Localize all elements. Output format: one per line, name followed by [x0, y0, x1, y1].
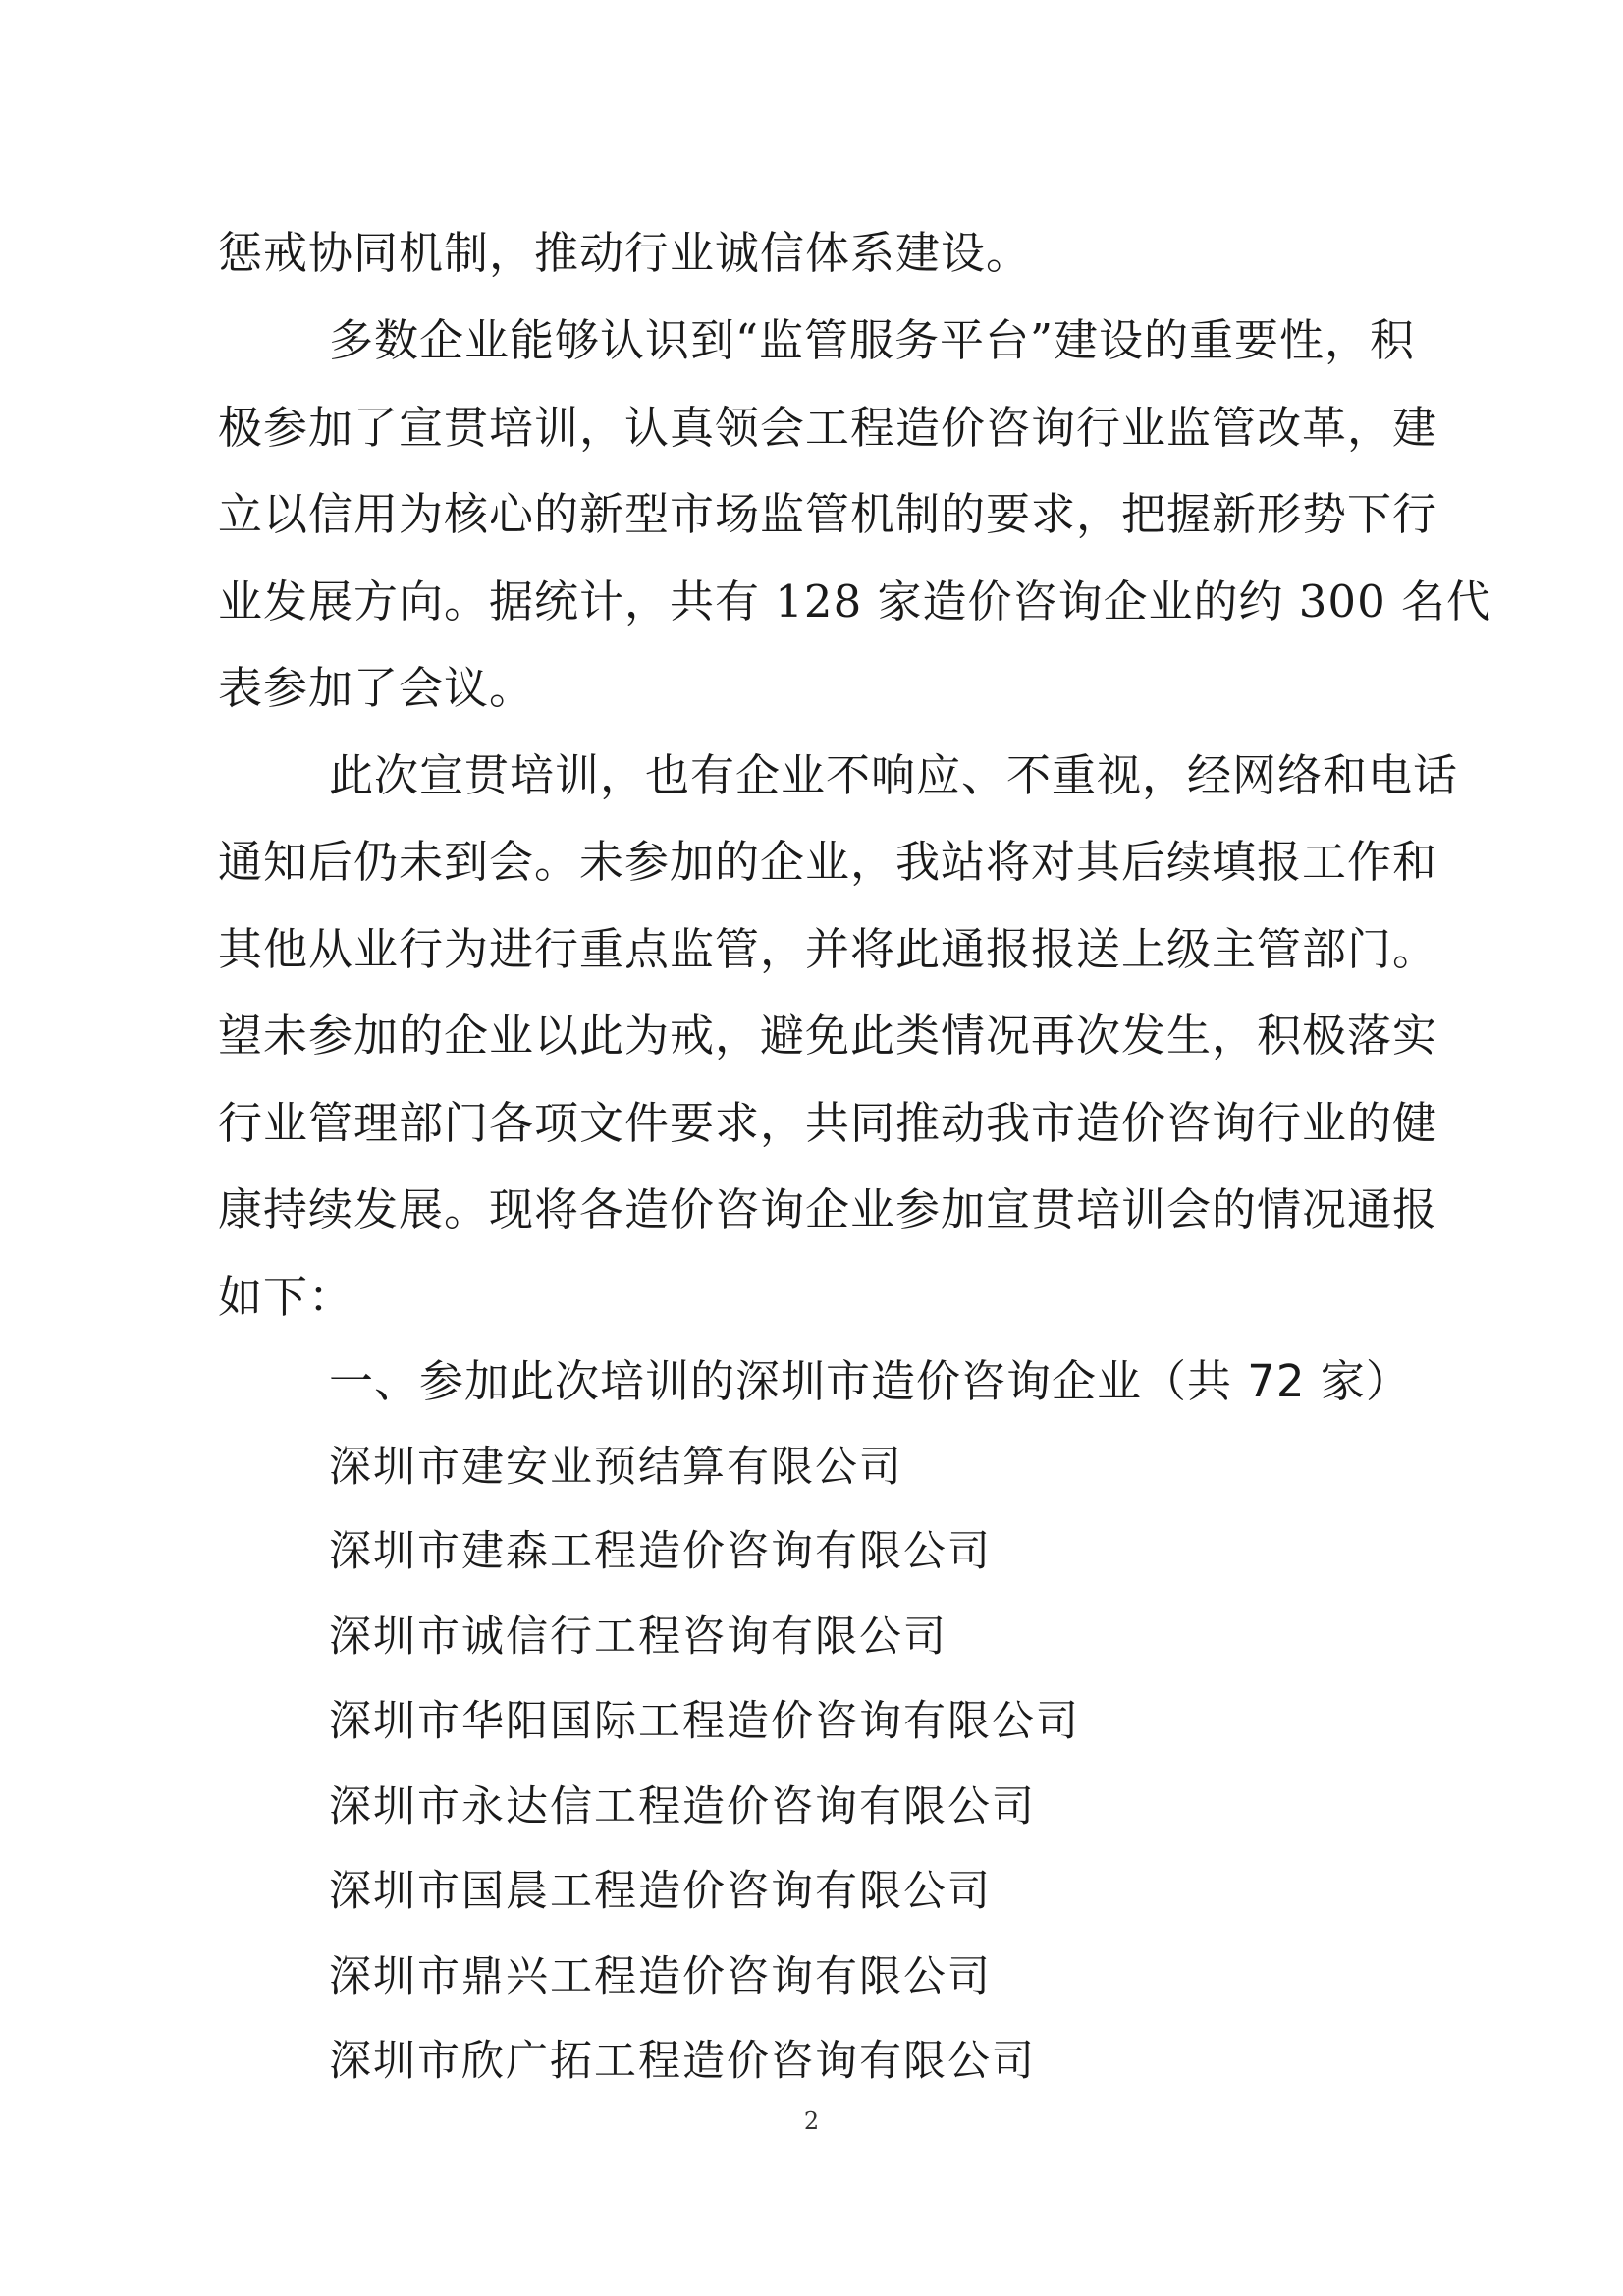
paragraph-3-line-4: 望未参加的企业以此为戒，避免此类情况再次发生，积极落实: [218, 1010, 1438, 1062]
company-list-item: 深圳市永达信工程造价咨询有限公司: [329, 1782, 1036, 1831]
company-list-item: 深圳市鼎兴工程造价咨询有限公司: [329, 1952, 992, 2001]
page-number: 2: [803, 2107, 820, 2135]
paragraph-2-line-5: 表参加了会议。: [218, 662, 535, 714]
company-list-item: 深圳市国晨工程造价咨询有限公司: [329, 1867, 992, 1916]
paragraph-3-line-3: 其他从业行为进行重点监管，并将此通报报送上级主管部门。: [218, 923, 1438, 975]
paragraph-3-line-2: 通知后仍未到会。未参加的企业，我站将对其后续填报工作和: [218, 836, 1438, 888]
paragraph-3-line-6: 康持续发展。现将各造价咨询企业参加宣贯培训会的情况通报: [218, 1183, 1438, 1235]
paragraph-3-line-5: 行业管理部门各项文件要求，共同推动我市造价咨询行业的健: [218, 1097, 1438, 1149]
company-list-item: 深圳市建安业预结算有限公司: [329, 1443, 903, 1492]
paragraph-2-line-2: 极参加了宣贯培训，认真领会工程造价咨询行业监管改革，建: [218, 402, 1438, 454]
company-list-item: 深圳市诚信行工程咨询有限公司: [329, 1613, 947, 1662]
company-list-item: 深圳市华阳国际工程造价咨询有限公司: [329, 1697, 1080, 1746]
company-list-item: 深圳市建森工程造价咨询有限公司: [329, 1527, 992, 1576]
paragraph-3-line-1: 此次宣贯培训，也有企业不响应、不重视，经网络和电话: [329, 749, 1459, 801]
paragraph-2-line-1: 多数企业能够认识到“监管服务平台”建设的重要性，积: [329, 314, 1416, 366]
paragraph-2-line-4: 业发展方向。据统计，共有 128 家造价咨询企业的约 300 名代: [218, 575, 1492, 628]
section-heading: 一、参加此次培训的深圳市造价咨询企业（共 72 家）: [329, 1355, 1411, 1407]
paragraph-3-line-7: 如下：: [218, 1271, 354, 1323]
company-list-item: 深圳市欣广拓工程造价咨询有限公司: [329, 2037, 1036, 2086]
paragraph-1-line-1: 惩戒协同机制，推动行业诚信体系建设。: [218, 227, 1032, 279]
paragraph-2-line-3: 立以信用为核心的新型市场监管机制的要求，把握新形势下行: [218, 488, 1438, 540]
